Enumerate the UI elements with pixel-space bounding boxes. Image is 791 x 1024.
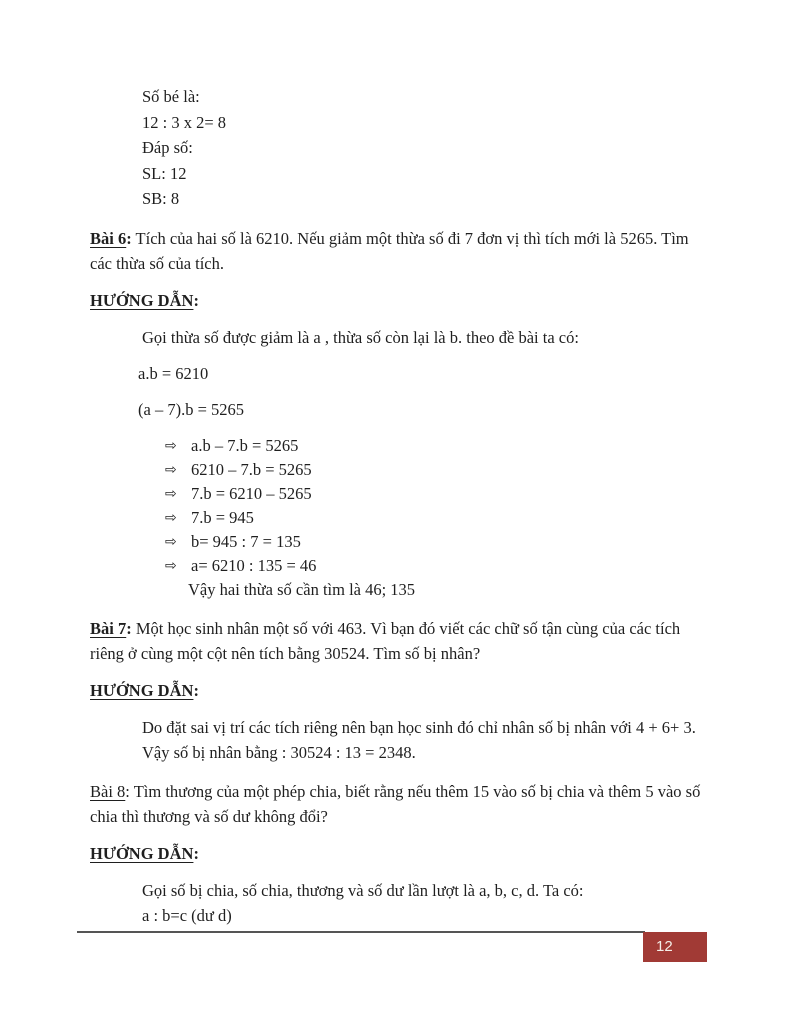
problem7-solution: Do đặt sai vị trí các tích riêng nên bạn học sinh đó chỉ nhân số bị nhân với 4 + 6+ 3. Vậy số bị nhân bằng : 30524 : 13 = 2348.: [142, 717, 696, 762]
answer-line: SL: 12: [142, 163, 187, 183]
problem6-equation1: a.b = 6210: [138, 363, 209, 383]
problem6-setup: Gọi thừa số được giảm là a , thừa số còn lại là b. theo đề bài ta có:: [142, 327, 579, 347]
problem7-guide-heading: [90, 678, 712, 703]
answer-line: Số bé là:: [142, 87, 200, 106]
problem8-setup: Gọi số bị chia, số chia, thương và số dư lần lượt là a, b, c, d. Ta có:: [142, 880, 584, 900]
derivation-step: [165, 482, 712, 506]
answer-line: 12 : 3 x 2= 8: [142, 112, 227, 132]
problem7-statement: [90, 616, 712, 666]
problem6-label: Bài 6: [90, 228, 127, 248]
step-text: 7.b = 945: [191, 507, 254, 527]
page-number-badge: 12: [643, 932, 707, 962]
problem6-statement: [90, 226, 712, 276]
problem8-guide-heading: [90, 841, 712, 866]
derivation-step: [165, 530, 712, 554]
problem6-conclusion: Vậy hai thừa số cần tìm là 46; 135: [188, 579, 416, 599]
right-arrow-bullet-icon: ⇨: [165, 533, 177, 550]
answer-line: Đáp số:: [142, 138, 193, 157]
right-arrow-bullet-icon: ⇨: [165, 461, 177, 478]
derivation-step: [165, 554, 712, 578]
step-text: 7.b = 6210 – 5265: [191, 483, 312, 503]
problem8-statement-text: Tìm thương của một phép chia, biết rằng nếu thêm 15 vào số bị chia và thêm 5 vào số chia thì thương và số dư không đổi?: [90, 781, 701, 826]
problem6-equation2: (a – 7).b = 5265: [138, 399, 244, 419]
problem8-statement: [90, 779, 712, 829]
problem7-label: Bài 7: [90, 618, 127, 638]
problem8-label: Bài 8: [90, 781, 126, 801]
problem8-equation1: a : b=c (dư d): [142, 905, 232, 925]
previous-answer-block: [142, 84, 712, 212]
derivation-step: [165, 458, 712, 482]
footer-divider: [77, 931, 645, 933]
guide-heading-colon: :: [193, 290, 199, 310]
right-arrow-bullet-icon: ⇨: [165, 485, 177, 502]
problem7-label-colon: :: [126, 618, 132, 638]
guide-heading-label: HƯỚNG DẪN: [90, 680, 194, 700]
guide-heading-colon: :: [193, 680, 199, 700]
document-page: [90, 84, 712, 928]
guide-heading-colon: :: [193, 843, 199, 863]
step-text: a= 6210 : 135 = 46: [191, 555, 317, 575]
answer-line: SB: 8: [142, 189, 180, 208]
problem6-step-list: [165, 434, 712, 578]
problem6-statement-text: Tích của hai số là 6210. Nếu giảm một thừa số đi 7 đơn vị thì tích mới là 5265. Tìm các thừa số của tích.: [90, 228, 689, 273]
step-text: b= 945 : 7 = 135: [191, 531, 301, 551]
problem7-statement-text: Một học sinh nhân một số với 463. Vì bạn đó viết các chữ số tận cùng của các tích riêng ở cùng một cột nên tích bằng 30524. Tìm số bị nhân?: [90, 618, 681, 663]
problem6-label-colon: :: [126, 228, 132, 248]
step-text: 6210 – 7.b = 5265: [191, 459, 312, 479]
right-arrow-bullet-icon: ⇨: [165, 557, 177, 574]
derivation-step: [165, 434, 712, 458]
guide-heading-label: HƯỚNG DẪN: [90, 843, 194, 863]
step-text: a.b – 7.b = 5265: [191, 435, 299, 455]
problem6-guide-heading: [90, 288, 712, 313]
problem8-label-colon: :: [125, 781, 130, 801]
guide-heading-label: HƯỚNG DẪN: [90, 290, 194, 310]
derivation-step: [165, 506, 712, 530]
right-arrow-bullet-icon: ⇨: [165, 509, 177, 526]
right-arrow-bullet-icon: ⇨: [165, 437, 177, 454]
